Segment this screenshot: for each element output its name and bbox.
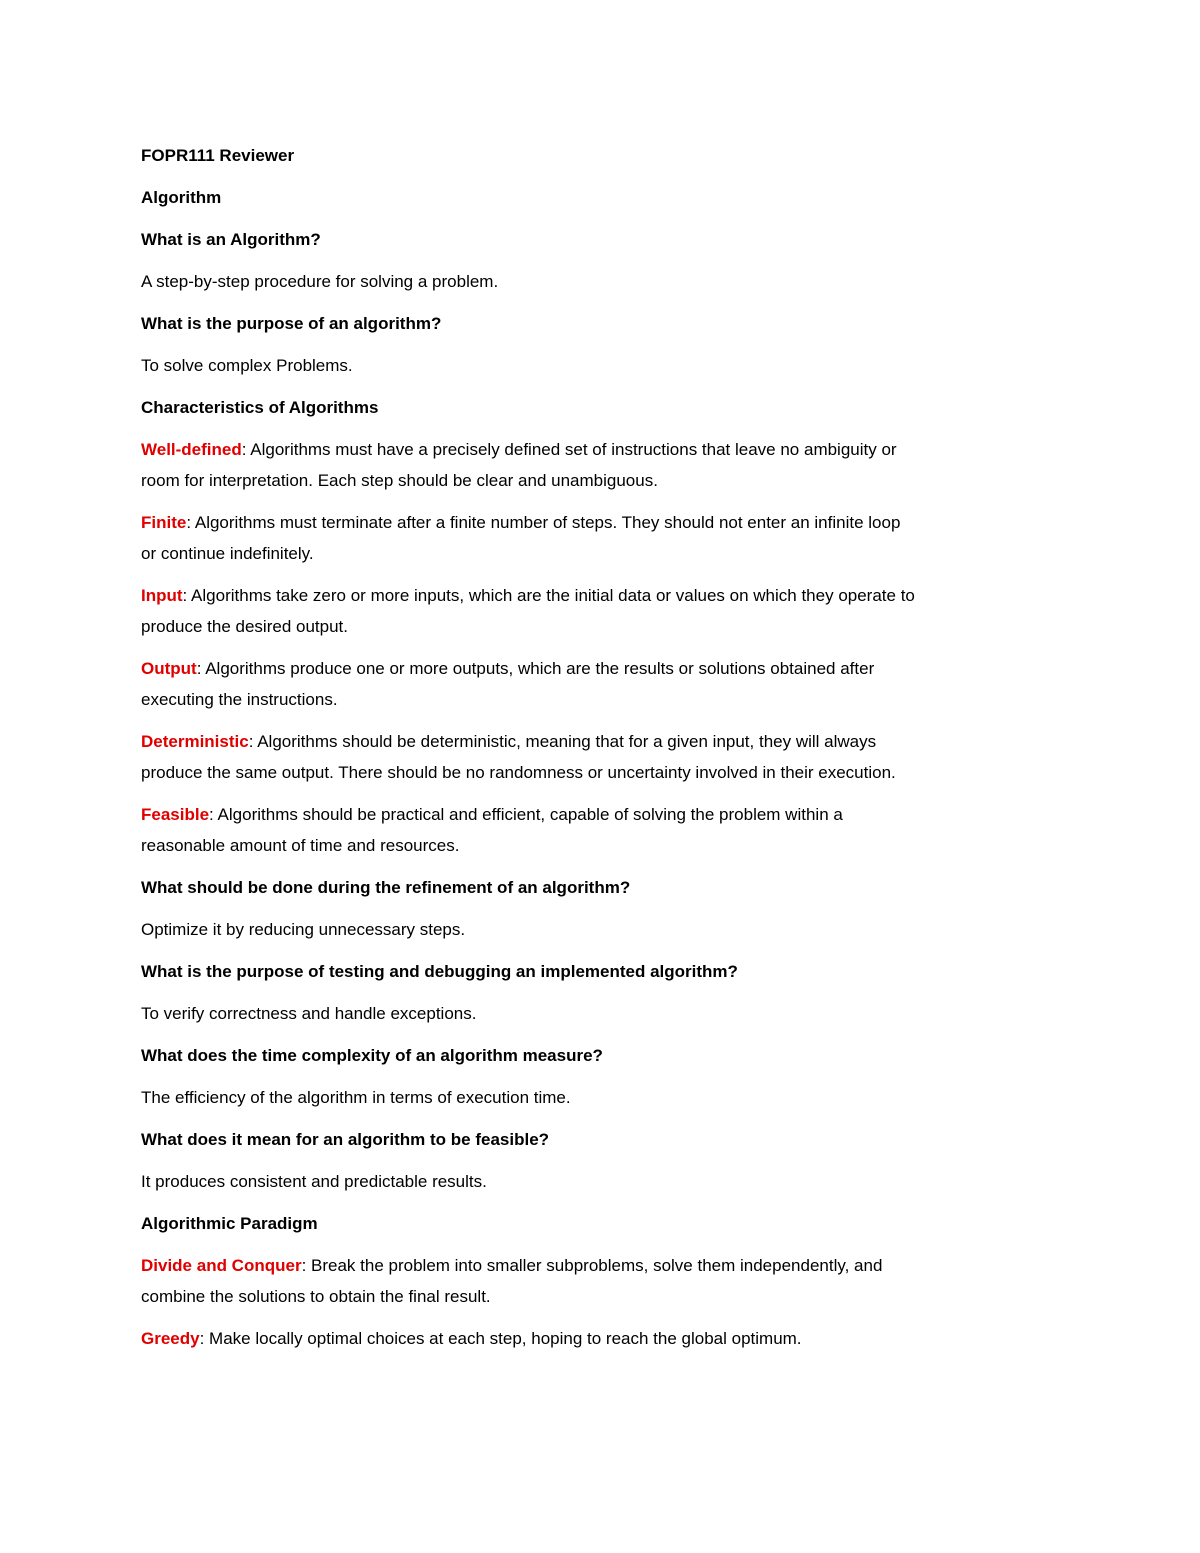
term-label: Output bbox=[141, 659, 197, 678]
definition-continuation: combine the solutions to obtain the final result. bbox=[141, 1287, 491, 1306]
definition-text: : Algorithms should be deterministic, meaning that for a given input, they will always bbox=[248, 732, 877, 751]
definition-text: : Algorithms take zero or more inputs, which are the initial data or values on which they operate to bbox=[182, 586, 915, 605]
document-page bbox=[141, 140, 1061, 1365]
characteristic-input bbox=[141, 580, 1061, 642]
answer-2: To solve complex Problems. bbox=[141, 356, 353, 375]
definition-continuation: reasonable amount of time and resources. bbox=[141, 836, 460, 855]
answer-1: A step-by-step procedure for solving a problem. bbox=[141, 272, 499, 291]
answer-4: To verify correctness and handle exceptions. bbox=[141, 1004, 477, 1023]
question-5: What does the time complexity of an algorithm measure? bbox=[141, 1046, 603, 1065]
question-2: What is the purpose of an algorithm? bbox=[141, 314, 442, 333]
term-label: Feasible bbox=[141, 805, 210, 824]
definition-continuation: room for interpretation. Each step should be clear and unambiguous. bbox=[141, 471, 658, 490]
question-1: What is an Algorithm? bbox=[141, 230, 321, 249]
characteristic-finite bbox=[141, 507, 1061, 569]
definition-text: : Algorithms should be practical and efficient, capable of solving the problem within a bbox=[209, 805, 843, 824]
definition-text: : Algorithms must have a precisely defined set of instructions that leave no ambiguity or bbox=[241, 440, 897, 459]
answer-6: It produces consistent and predictable results. bbox=[141, 1172, 487, 1191]
paradigm-greedy bbox=[141, 1323, 1061, 1354]
question-3: What should be done during the refinement of an algorithm? bbox=[141, 878, 631, 897]
paradigm-divide-and-conquer bbox=[141, 1250, 1061, 1312]
term-label: Finite bbox=[141, 513, 187, 532]
term-label: Well-defined bbox=[141, 440, 242, 459]
term-label: Greedy bbox=[141, 1329, 200, 1348]
characteristic-output bbox=[141, 653, 1061, 715]
answer-3: Optimize it by reducing unnecessary steps. bbox=[141, 920, 466, 939]
characteristics-heading: Characteristics of Algorithms bbox=[141, 398, 379, 417]
answer-5: The efficiency of the algorithm in terms of execution time. bbox=[141, 1088, 571, 1107]
term-label: Divide and Conquer bbox=[141, 1256, 302, 1275]
term-label: Input bbox=[141, 586, 183, 605]
definition-text: : Algorithms produce one or more outputs, which are the results or solutions obtained after bbox=[196, 659, 875, 678]
definition-continuation: produce the same output. There should be no randomness or uncertainty involved in their execution. bbox=[141, 763, 896, 782]
definition-continuation: executing the instructions. bbox=[141, 690, 338, 709]
document-title: FOPR111 Reviewer bbox=[141, 146, 295, 165]
question-4: What is the purpose of testing and debugging an implemented algorithm? bbox=[141, 962, 738, 981]
definition-text: : Algorithms must terminate after a finite number of steps. They should not enter an infinite loop bbox=[186, 513, 901, 532]
definition-text: : Make locally optimal choices at each step, hoping to reach the global optimum. bbox=[199, 1329, 802, 1348]
term-label: Deterministic bbox=[141, 732, 249, 751]
characteristic-deterministic bbox=[141, 726, 1061, 788]
definition-continuation: produce the desired output. bbox=[141, 617, 348, 636]
characteristic-feasible bbox=[141, 799, 1061, 861]
characteristic-well-defined bbox=[141, 434, 1061, 496]
question-6: What does it mean for an algorithm to be feasible? bbox=[141, 1130, 550, 1149]
definition-continuation: or continue indefinitely. bbox=[141, 544, 314, 563]
section-heading-algorithm: Algorithm bbox=[141, 188, 222, 207]
definition-text: : Break the problem into smaller subproblems, solve them independently, and bbox=[301, 1256, 883, 1275]
paradigm-heading: Algorithmic Paradigm bbox=[141, 1214, 318, 1233]
